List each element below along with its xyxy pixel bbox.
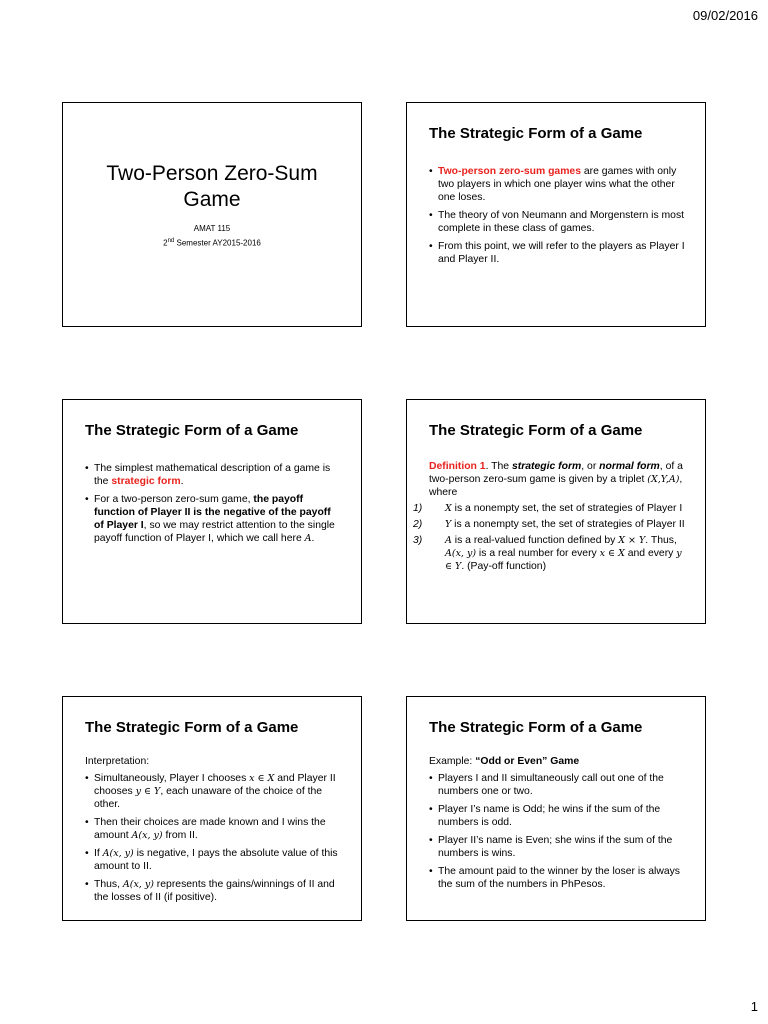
math-expr: x ∈ X (249, 773, 275, 784)
def-term: normal form (599, 461, 660, 472)
item-text: and every (624, 548, 677, 559)
slide-heading: The Strategic Form of a Game (429, 719, 643, 736)
def-term: strategic form (511, 461, 582, 472)
definition-label: Definition 1 (429, 461, 486, 472)
slide-body (85, 755, 343, 909)
math-expr: A(x, y) (131, 830, 163, 841)
item-text: is a nonempty set, the set of strategies of Player I (451, 503, 683, 514)
bullet-item: • Player II’s name is Even; she wins if the sum of the numbers is wins. (429, 834, 687, 860)
bullet-text: . (180, 476, 184, 487)
page-date: 09/02/2016 (692, 8, 758, 23)
bullet-text: If (94, 848, 103, 859)
title-line-1: Two-Person Zero-Sum (106, 162, 318, 185)
math-expr: A(x, y) (102, 848, 134, 859)
bullet-text: and Player II chooses (94, 773, 336, 797)
slide-heading: The Strategic Form of a Game (429, 125, 643, 142)
math-var: A (445, 535, 452, 546)
def-text: , or (581, 461, 600, 472)
bullet-item (85, 493, 343, 545)
interpretation-label: Interpretation: (85, 756, 150, 767)
bullet-text: from II. (162, 830, 198, 841)
course-code: AMAT 115 (193, 224, 231, 233)
slide-heading: The Strategic Form of a Game (85, 719, 299, 736)
slide-body (429, 755, 687, 896)
bullet-item: • The theory of von Neumann and Morgenstern is most complete in these class of games. (429, 209, 687, 235)
title-line-2: Game (183, 188, 241, 211)
semester-suffix: nd (167, 238, 175, 244)
def-text: , of a two-person zero-sum game is given by a triplet (429, 461, 683, 485)
slide-subtitle (63, 223, 361, 250)
item-text: is a nonempty set, the set of strategies of Player II (451, 519, 685, 530)
bullet-item: • From this point, we will refer to the players as Player I and Player II. (429, 240, 687, 266)
slide-main-title (63, 161, 361, 213)
math-expr: y ∈ Y (445, 548, 682, 572)
intro-text: Example: (429, 756, 476, 767)
item-text: is a real-valued function defined by (451, 535, 619, 546)
definition-item (413, 534, 687, 573)
definition-item (413, 502, 687, 515)
bullet-text: For a two-person zero-sum game, (94, 494, 254, 505)
bullet-text: Then their choices are made known and I wins the amount (94, 817, 326, 841)
red-term: Two-person zero-sum games (438, 166, 581, 177)
definition-intro (429, 460, 687, 499)
math-var: X (445, 503, 452, 514)
slide-6 (406, 696, 706, 921)
slide-title (62, 102, 362, 327)
math-expr: A(x, y) (122, 879, 154, 890)
def-text: . The (485, 461, 512, 472)
slide-heading: The Strategic Form of a Game (429, 422, 643, 439)
bullet-text: Thus, (94, 879, 123, 890)
bullet-text: represents the gains/winnings of II and the losses of II (if positive). (94, 879, 335, 903)
bullet-item (429, 165, 687, 204)
example-name: “Odd or Even” Game (475, 756, 580, 767)
math-expr: x ∈ X (599, 548, 625, 559)
bullet-item (85, 878, 343, 904)
slide-heading: The Strategic Form of a Game (85, 422, 299, 439)
bullet-text: are games with only two players in which one player wins what the other one loses. (438, 166, 677, 203)
item-text: is a real number for every (476, 548, 600, 559)
slide-body (413, 460, 687, 576)
semester-text: Semester AY2015-2016 (174, 238, 261, 248)
bullet-text: The simplest mathematical description of a game is the (94, 463, 331, 487)
semester-line (63, 235, 361, 250)
slide-body (85, 462, 343, 550)
bullet-item (85, 772, 343, 811)
def-text: , where (429, 474, 683, 498)
definition-item (413, 518, 687, 531)
bold-text: the payoff function of Player II is the negative of the payoff of Player I (94, 494, 331, 531)
bullet-item (85, 816, 343, 842)
slide-5 (62, 696, 362, 921)
math-expr: X × Y (618, 535, 646, 546)
item-number: 2) (413, 519, 423, 530)
item-text: . (Pay-off function) (461, 561, 547, 572)
slide-2 (406, 102, 706, 327)
page-number: 1 (750, 999, 758, 1014)
bullet-item (85, 462, 343, 488)
slide-body (429, 165, 687, 271)
item-text: . Thus, (645, 535, 677, 546)
bullet-text: , each unaware of the choice of the other. (94, 786, 323, 810)
math-var: A (304, 533, 312, 544)
red-term: strategic form (111, 476, 181, 487)
bullet-text: Simultaneously, Player I chooses (94, 773, 250, 784)
slide-3 (62, 399, 362, 624)
item-number: 1) (413, 503, 423, 514)
example-intro (429, 755, 687, 768)
bullet-item: • Players I and II simultaneously call out one of the numbers one or two. (429, 772, 687, 798)
slide-4 (406, 399, 706, 624)
semester-number: 2 (163, 238, 168, 248)
item-number: 3) (413, 535, 423, 546)
bullet-item (85, 847, 343, 873)
bullet-text: , so we may restrict attention to the single payoff function of Player I, which we call here (94, 520, 335, 544)
bullet-text: . (311, 533, 315, 544)
math-expr: y ∈ Y (135, 786, 161, 797)
bullet-item: • Player I’s name is Odd; he wins if the sum of the numbers is odd. (429, 803, 687, 829)
math-triplet: (X,Y,A) (647, 474, 680, 485)
bullet-text: is negative, I pays the absolute value of this amount to II. (94, 848, 338, 872)
math-expr: A(x, y) (445, 548, 477, 559)
math-var: Y (445, 519, 452, 530)
bullet-item: • The amount paid to the winner by the loser is always the sum of the numbers in PhPesos. (429, 865, 687, 891)
